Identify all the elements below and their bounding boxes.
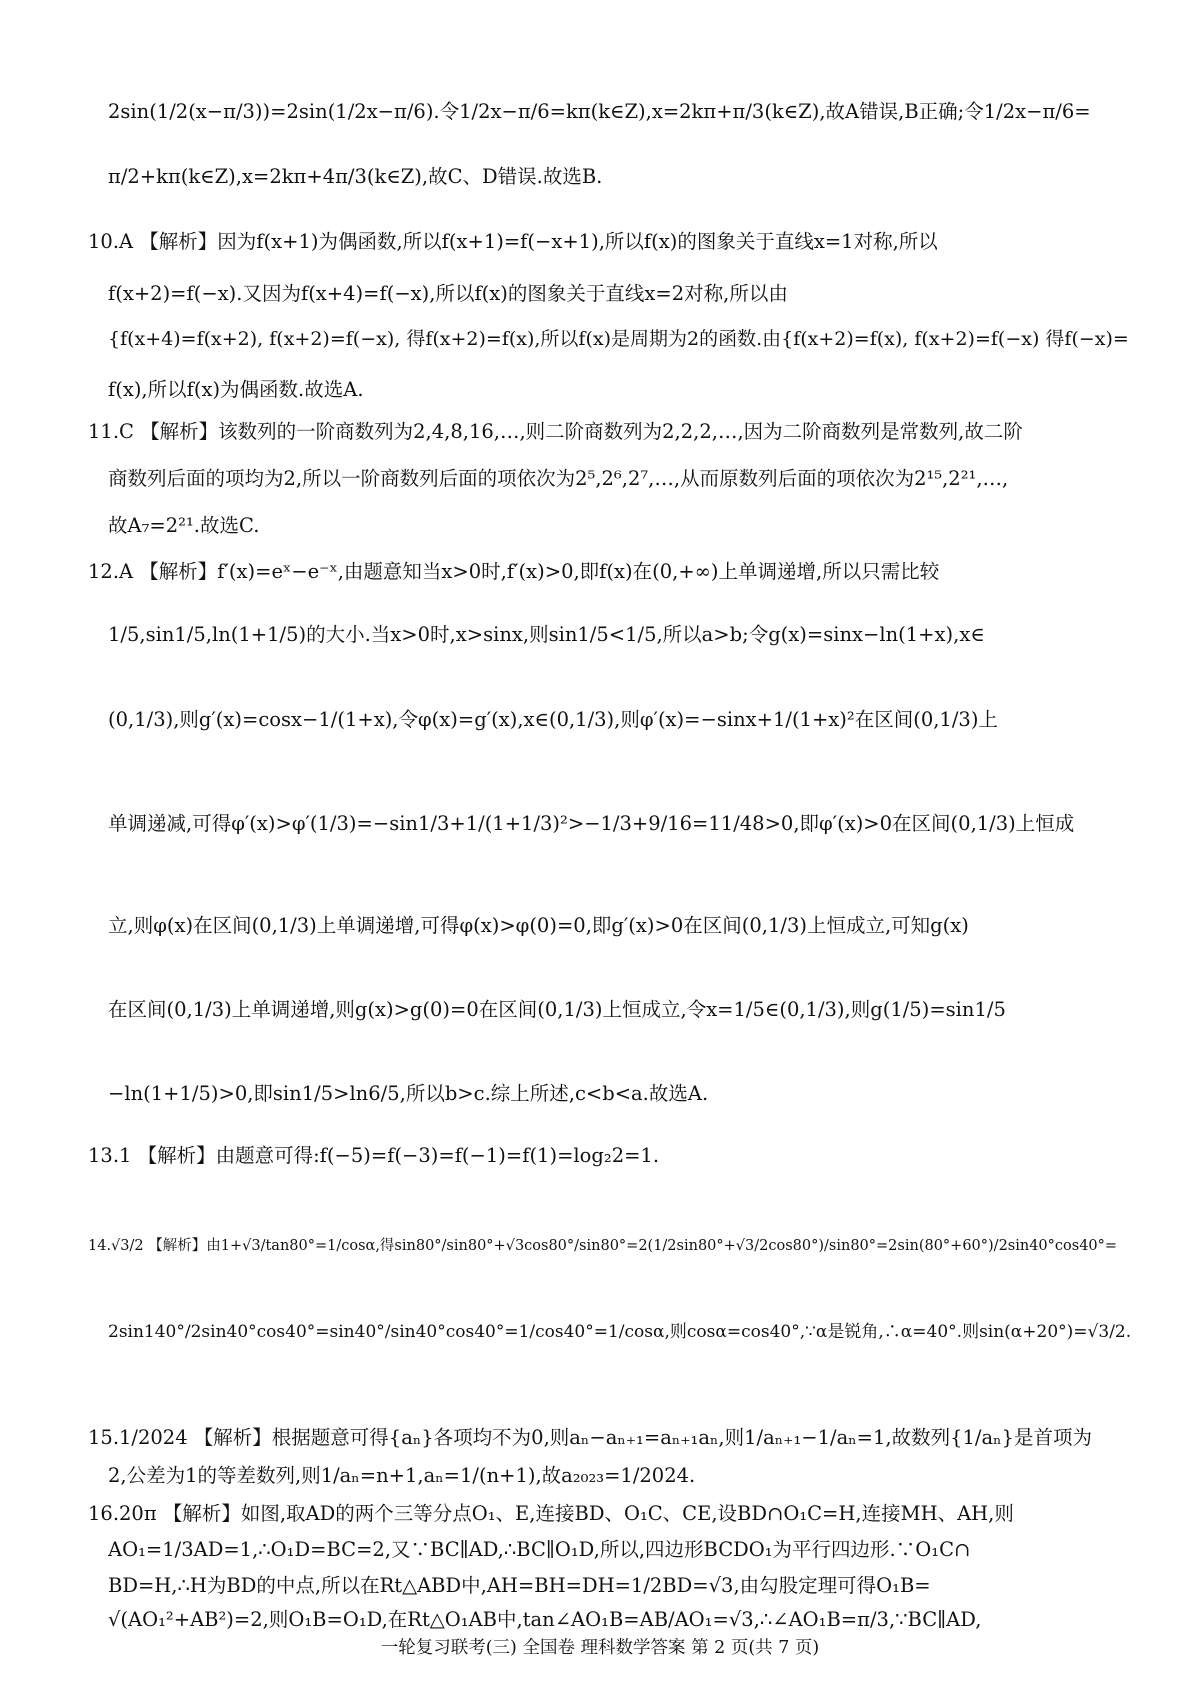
text-line: −ln(1+1/5)>0,即sin1/5>ln6/5,所以b>c.综上所述,c<b<a.故选A. [108, 1082, 709, 1105]
text-line: f(x+2)=f(−x).又因为f(x+4)=f(−x),所以f(x)的图象关于直线x=2对称,所以由 [108, 282, 788, 305]
text-line: 2sin(1/2(x−π/3))=2sin(1/2x−π/6).令1/2x−π/6=kπ(k∈Z),x=2kπ+π/3(k∈Z),故A错误,B正确;令1/2x−π/6= [108, 100, 1091, 123]
text-line: 12.A 【解析】f′(x)=eˣ−e⁻ˣ,由题意知当x>0时,f′(x)>0,即f(x)在(0,+∞)上单调递增,所以只需比较 [88, 560, 940, 583]
text-line: 16.20π 【解析】如图,取AD的两个三等分点O₁、E,连接BD、O₁C、CE,设BD∩O₁C=H,连接MH、AH,则 [88, 1502, 1014, 1525]
text-line: 11.C 【解析】该数列的一阶商数列为2,4,8,16,…,则二阶商数列为2,2,2,…,因为二阶商数列是常数列,故二阶 [88, 420, 1023, 443]
text-line: 15.1/2024 【解析】根据题意可得{aₙ}各项均不为0,则aₙ−aₙ₊₁=aₙ₊₁aₙ,则1/aₙ₊₁−1/aₙ=1,故数列{1/aₙ}是首项为 [88, 1426, 1092, 1449]
text-line: 10.A 【解析】因为f(x+1)为偶函数,所以f(x+1)=f(−x+1),所以f(x)的图象关于直线x=1对称,所以 [88, 230, 938, 253]
text-line: 单调递减,可得φ′(x)>φ′(1/3)=−sin1/3+1/(1+1/3)²>−1/3+9/16=11/48>0,即φ′(x)>0在区间(0,1/3)上恒成 [108, 812, 1075, 835]
text-line: 1/5,sin1/5,ln(1+1/5)的大小.当x>0时,x>sinx,则sin1/5<1/5,所以a>b;令g(x)=sinx−ln(1+x),x∈ [108, 623, 985, 646]
text-line: 13.1 【解析】由题意可得:f(−5)=f(−3)=f(−1)=f(1)=log₂2=1. [88, 1144, 660, 1167]
text-line: 2,公差为1的等差数列,则1/aₙ=n+1,aₙ=1/(n+1),故a₂₀₂₃=1/2024. [108, 1464, 696, 1487]
text-line: π/2+kπ(k∈Z),x=2kπ+4π/3(k∈Z),故C、D错误.故选B. [108, 165, 603, 188]
text-line: BD=H,∴H为BD的中点,所以在Rt△ABD中,AH=BH=DH=1/2BD=√3,由勾股定理可得O₁B= [108, 1574, 931, 1597]
text-line: f(x),所以f(x)为偶函数.故选A. [108, 378, 364, 401]
text-line: {f(x+4)=f(x+2), f(x+2)=f(−x), 得f(x+2)=f(x),所以f(x)是周期为2的函数.由{f(x+2)=f(x), f(x+2)=f(−x) 得f(−x)= [108, 328, 1129, 350]
text-line: (0,1/3),则g′(x)=cosx−1/(1+x),令φ(x)=g′(x),x∈(0,1/3),则φ′(x)=−sinx+1/(1+x)²在区间(0,1/3)上 [108, 708, 998, 731]
text-line: 立,则φ(x)在区间(0,1/3)上单调递增,可得φ(x)>φ(0)=0,即g′(x)>0在区间(0,1/3)上恒成立,可知g(x) [108, 914, 969, 937]
text-line: 故A₇=2²¹.故选C. [108, 514, 260, 537]
text-line: AO₁=1/3AD=1,∴O₁D=BC=2,又∵BC∥AD,∴BC∥O₁D,所以,四边形BCDO₁为平行四边形.∵O₁C∩ [108, 1538, 971, 1561]
text-line: 2sin140°/2sin40°cos40°=sin40°/sin40°cos40°=1/cos40°=1/cosα,则cosα=cos40°,∵α是锐角,∴α=40°.则sin(α+20°)=√3/2. [108, 1322, 1132, 1342]
text-line: 商数列后面的项均为2,所以一阶商数列后面的项依次为2⁵,2⁶,2⁷,…,从而原数列后面的项依次为2¹⁵,2²¹,…, [108, 467, 1009, 490]
text-line: √(AO₁²+AB²)=2,则O₁B=O₁D,在Rt△O₁AB中,tan∠AO₁B=AB/AO₁=√3,∴∠AO₁B=π/3,∵BC∥AD, [108, 1608, 982, 1631]
text-line: 在区间(0,1/3)上单调递增,则g(x)>g(0)=0在区间(0,1/3)上恒成立,令x=1/5∈(0,1/3),则g(1/5)=sin1/5 [108, 998, 1006, 1021]
page-footer: 一轮复习联考(三) 全国卷 理科数学答案 第 2 页(共 7 页) [380, 1638, 820, 1658]
text-line: 14.√3/2 【解析】由1+√3/tan80°=1/cosα,得sin80°/sin80°+√3cos80°/sin80°=2(1/2sin80°+√3/2cos80°)/sin80°=2sin(80°+60°)/2sin40°cos40°= [88, 1238, 1118, 1254]
